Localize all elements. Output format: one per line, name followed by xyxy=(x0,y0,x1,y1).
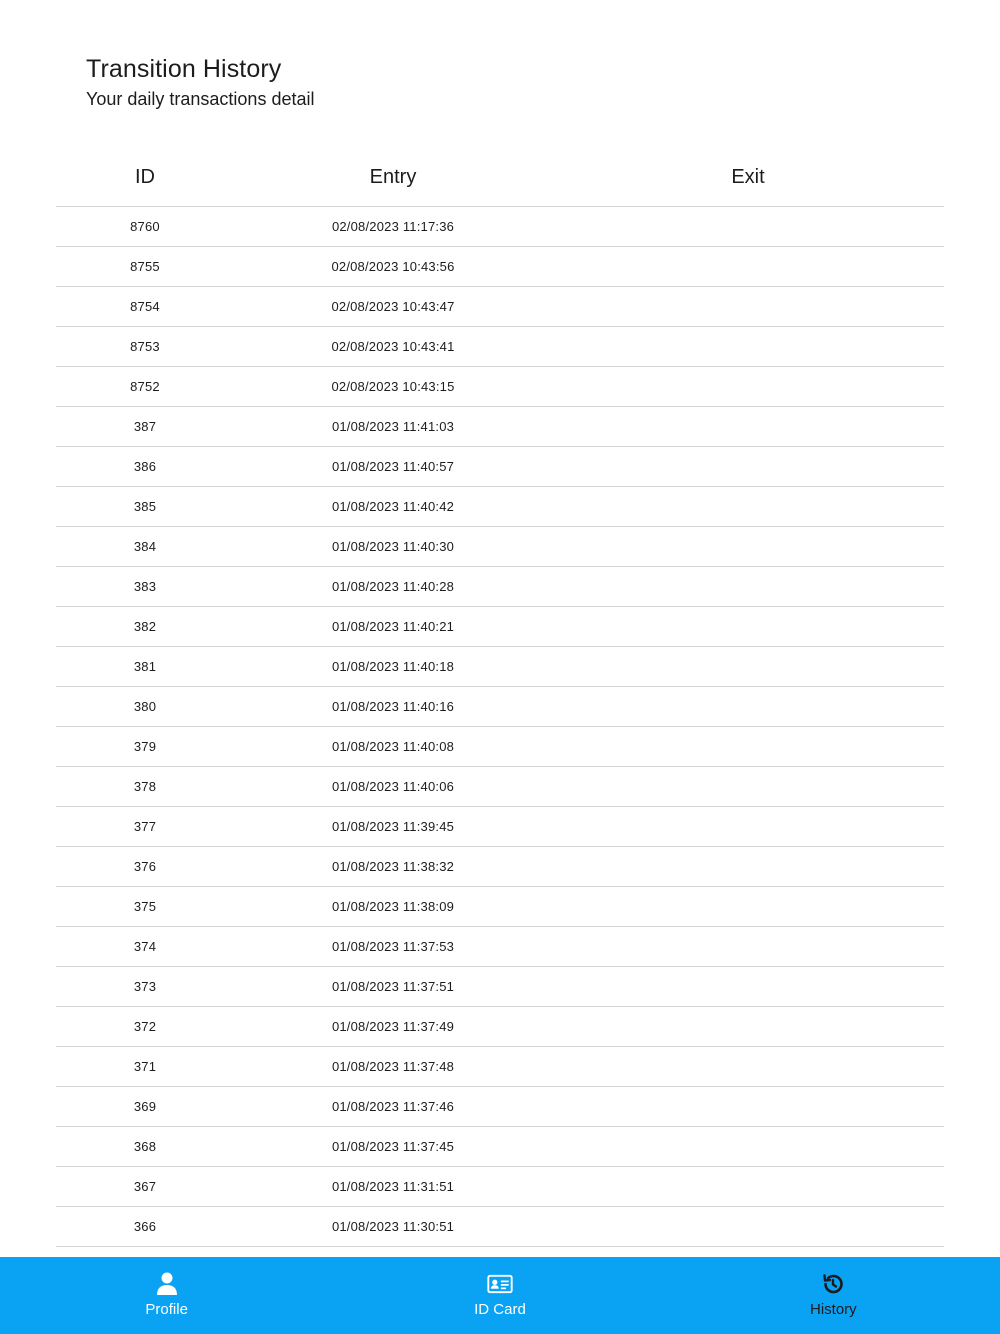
table-row[interactable] xyxy=(56,887,944,927)
tab-id-card[interactable] xyxy=(333,1257,666,1334)
table-row[interactable] xyxy=(56,407,944,447)
cell-entry: 02/08/2023 10:43:15 xyxy=(331,379,455,394)
table-row[interactable] xyxy=(56,527,944,567)
cell-entry: 01/08/2023 11:40:18 xyxy=(331,659,455,674)
table-body xyxy=(56,207,944,1287)
cell-entry: 01/08/2023 11:30:51 xyxy=(331,1219,455,1234)
table-row[interactable] xyxy=(56,207,944,247)
cell-id: 386 xyxy=(133,459,157,474)
page-header xyxy=(86,54,314,110)
tab-history[interactable] xyxy=(667,1257,1000,1334)
table-row[interactable] xyxy=(56,647,944,687)
cell-entry: 01/08/2023 11:38:32 xyxy=(331,859,455,874)
table-row[interactable] xyxy=(56,1167,944,1207)
cell-entry: 01/08/2023 11:40:57 xyxy=(331,459,455,474)
cell-id: 375 xyxy=(133,899,157,914)
table-row[interactable] xyxy=(56,967,944,1007)
table-row[interactable] xyxy=(56,807,944,847)
cell-id: 8752 xyxy=(130,379,160,394)
cell-entry: 01/08/2023 11:37:45 xyxy=(331,1139,455,1154)
cell-entry: 01/08/2023 11:37:53 xyxy=(331,939,455,954)
table-row[interactable] xyxy=(56,847,944,887)
history-icon xyxy=(820,1271,846,1297)
table-row[interactable] xyxy=(56,447,944,487)
table-row[interactable] xyxy=(56,567,944,607)
cell-entry: 01/08/2023 11:37:46 xyxy=(331,1099,455,1114)
column-header-exit: Exit xyxy=(731,165,765,188)
tab-profile[interactable] xyxy=(0,1257,333,1334)
cell-entry: 02/08/2023 10:43:56 xyxy=(331,259,455,274)
cell-id: 378 xyxy=(133,779,157,794)
cell-id: 373 xyxy=(133,979,157,994)
cell-id: 380 xyxy=(133,699,157,714)
table-row[interactable] xyxy=(56,1087,944,1127)
cell-id: 385 xyxy=(133,499,157,514)
table-row[interactable] xyxy=(56,727,944,767)
id-card-icon xyxy=(487,1271,513,1297)
cell-id: 379 xyxy=(133,739,157,754)
table-row[interactable] xyxy=(56,927,944,967)
history-table[interactable] xyxy=(56,148,944,1287)
cell-id: 8760 xyxy=(130,219,160,234)
cell-id: 377 xyxy=(133,819,157,834)
tab-label: History xyxy=(809,1301,857,1318)
table-row[interactable] xyxy=(56,287,944,327)
cell-id: 382 xyxy=(133,619,157,634)
cell-id: 371 xyxy=(133,1059,157,1074)
table-row[interactable] xyxy=(56,767,944,807)
cell-id: 374 xyxy=(133,939,157,954)
cell-id: 8755 xyxy=(130,259,160,274)
column-header-entry: Entry xyxy=(369,165,417,188)
cell-entry: 02/08/2023 11:17:36 xyxy=(331,219,455,234)
table-row[interactable] xyxy=(56,687,944,727)
cell-id: 383 xyxy=(133,579,157,594)
tab-label: Profile xyxy=(145,1301,188,1318)
cell-entry: 01/08/2023 11:40:42 xyxy=(331,499,455,514)
cell-id: 8754 xyxy=(130,299,160,314)
table-row[interactable] xyxy=(56,487,944,527)
table-row[interactable] xyxy=(56,1007,944,1047)
cell-entry: 01/08/2023 11:38:09 xyxy=(331,899,455,914)
cell-entry: 01/08/2023 11:39:45 xyxy=(331,819,455,834)
cell-entry: 01/08/2023 11:37:49 xyxy=(331,1019,455,1034)
table-row[interactable] xyxy=(56,1127,944,1167)
cell-entry: 01/08/2023 11:40:06 xyxy=(331,779,455,794)
cell-entry: 01/08/2023 11:37:48 xyxy=(331,1059,455,1074)
cell-id: 381 xyxy=(133,659,157,674)
cell-entry: 01/08/2023 11:41:03 xyxy=(331,419,455,434)
table-row[interactable] xyxy=(56,247,944,287)
column-header-id: ID xyxy=(135,165,155,188)
tab-label: ID Card xyxy=(474,1301,526,1318)
cell-entry: 01/08/2023 11:40:28 xyxy=(331,579,455,594)
cell-entry: 01/08/2023 11:40:30 xyxy=(331,539,455,554)
cell-entry: 02/08/2023 10:43:41 xyxy=(331,339,455,354)
cell-entry: 01/08/2023 11:40:21 xyxy=(331,619,455,634)
cell-entry: 02/08/2023 10:43:47 xyxy=(331,299,455,314)
page-title: Transition History xyxy=(86,55,282,83)
page-subtitle: Your daily transactions detail xyxy=(86,89,315,109)
person-icon xyxy=(154,1271,180,1297)
table-row[interactable] xyxy=(56,607,944,647)
cell-entry: 01/08/2023 11:37:51 xyxy=(331,979,455,994)
cell-id: 368 xyxy=(133,1139,157,1154)
cell-id: 376 xyxy=(133,859,157,874)
cell-id: 372 xyxy=(133,1019,157,1034)
table-row[interactable] xyxy=(56,1207,944,1247)
cell-entry: 01/08/2023 11:40:08 xyxy=(331,739,455,754)
cell-id: 369 xyxy=(133,1099,157,1114)
cell-id: 387 xyxy=(133,419,157,434)
cell-id: 384 xyxy=(133,539,157,554)
cell-entry: 01/08/2023 11:40:16 xyxy=(331,699,455,714)
table-header xyxy=(56,148,944,207)
cell-id: 367 xyxy=(133,1179,157,1194)
cell-entry: 01/08/2023 11:31:51 xyxy=(331,1179,455,1194)
cell-id: 366 xyxy=(133,1219,157,1234)
table-row[interactable] xyxy=(56,367,944,407)
cell-id: 8753 xyxy=(130,339,160,354)
table-row[interactable] xyxy=(56,1047,944,1087)
bottom-tab-bar xyxy=(0,1257,1000,1334)
table-row[interactable] xyxy=(56,327,944,367)
